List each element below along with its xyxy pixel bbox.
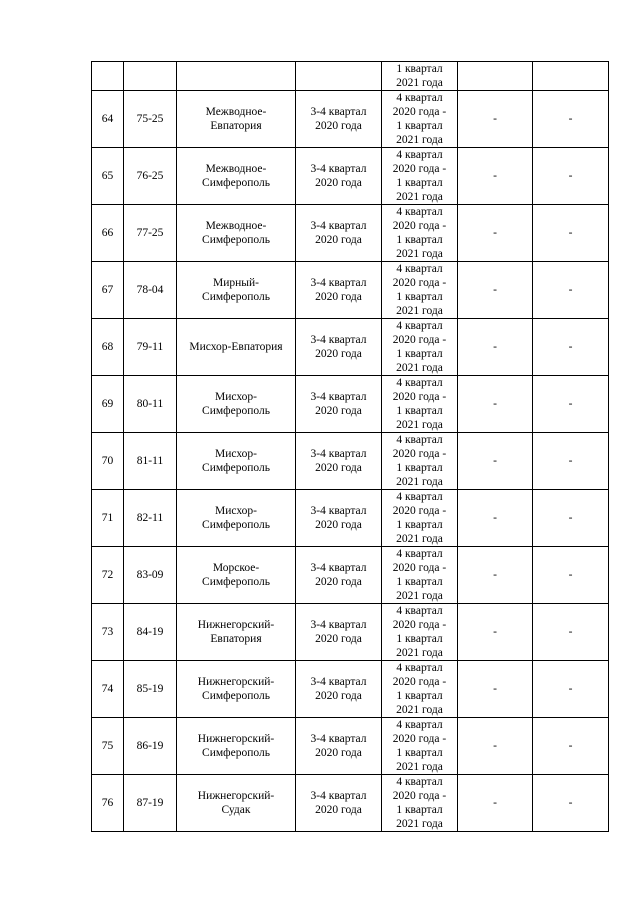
cell-period1 [296, 661, 382, 718]
cell-period1-line: 3-4 квартал [310, 676, 367, 688]
cell-period1-line: 3-4 квартал [310, 334, 367, 346]
cell-route [177, 91, 296, 148]
period-line: 1 квартал [396, 63, 443, 75]
cell-period2-line: 4 квартал [396, 719, 443, 731]
cell-period1-line: 3-4 квартал [310, 277, 367, 289]
table-row [92, 718, 609, 775]
cell-route-line: Симферополь [202, 519, 270, 531]
cell-code: 76-25 [124, 148, 177, 205]
cell-route-line: Нижнегорский- [197, 790, 275, 802]
cell-period2-line: 1 квартал [396, 291, 443, 303]
cell-period1 [296, 376, 382, 433]
cell-route [177, 262, 296, 319]
cell-col6: - [458, 490, 533, 547]
cell-route [177, 661, 296, 718]
cell-code: 77-25 [124, 205, 177, 262]
cell-period1-line: 2020 года [315, 519, 362, 531]
cell-period2 [382, 62, 458, 91]
cell-period1 [296, 604, 382, 661]
cell-col7: - [533, 547, 609, 604]
table-row [92, 433, 609, 490]
cell-num: 71 [92, 490, 124, 547]
cell-period2-line: 2020 года - [392, 334, 447, 346]
cell-route [177, 376, 296, 433]
cell-route-line: Нижнегорский- [197, 619, 275, 631]
table-row [92, 661, 609, 718]
cell-code [124, 62, 177, 91]
cell-route-line: Симферополь [202, 747, 270, 759]
cell-period2-line: 1 квартал [396, 177, 443, 189]
routes-table [91, 61, 609, 832]
cell-period1 [296, 775, 382, 832]
cell-code: 86-19 [124, 718, 177, 775]
cell-period2-line: 2020 года - [392, 733, 447, 745]
cell-code: 85-19 [124, 661, 177, 718]
cell-col6: - [458, 718, 533, 775]
period-line: 2021 года [396, 77, 443, 89]
cell-period2-line: 2021 года [396, 761, 443, 773]
cell-period2-line: 2020 года - [392, 562, 447, 574]
cell-route-line: Евпатория [210, 120, 262, 132]
cell-period2 [382, 718, 458, 775]
cell-num: 75 [92, 718, 124, 775]
cell-period2-line: 2021 года [396, 704, 443, 716]
cell-period2-line: 2021 года [396, 362, 443, 374]
cell-num: 72 [92, 547, 124, 604]
cell-col7: - [533, 490, 609, 547]
cell-period2-line: 1 квартал [396, 804, 443, 816]
cell-num: 69 [92, 376, 124, 433]
cell-route [177, 433, 296, 490]
cell-period1-line: 3-4 квартал [310, 163, 367, 175]
cell-period2-line: 2020 года - [392, 790, 447, 802]
cell-num: 70 [92, 433, 124, 490]
table-row [92, 319, 609, 376]
cell-route [177, 718, 296, 775]
cell-code: 81-11 [124, 433, 177, 490]
table-row [92, 91, 609, 148]
cell-route-line: Мисхор- [215, 391, 257, 403]
cell-period1-line: 2020 года [315, 177, 362, 189]
cell-period2-line: 1 квартал [396, 576, 443, 588]
cell-period1-line: 3-4 квартал [310, 448, 367, 460]
cell-col7: - [533, 148, 609, 205]
cell-col7: - [533, 91, 609, 148]
cell-col7: - [533, 604, 609, 661]
cell-period2-line: 2021 года [396, 134, 443, 146]
cell-period2-line: 2021 года [396, 533, 443, 545]
cell-num: 66 [92, 205, 124, 262]
cell-period2-line: 4 квартал [396, 206, 443, 218]
cell-period2 [382, 91, 458, 148]
cell-period2-line: 4 квартал [396, 263, 443, 275]
cell-col6 [458, 62, 533, 91]
cell-col7: - [533, 205, 609, 262]
cell-num [92, 62, 124, 91]
cell-period1 [296, 262, 382, 319]
cell-period2 [382, 205, 458, 262]
cell-route-line: Мисхор-Евпатория [189, 341, 283, 353]
cell-route [177, 490, 296, 547]
cell-route [177, 205, 296, 262]
cell-period2 [382, 775, 458, 832]
cell-period1-line: 2020 года [315, 291, 362, 303]
cell-col6: - [458, 148, 533, 205]
table-row [92, 148, 609, 205]
cell-period2-line: 2020 года - [392, 505, 447, 517]
cell-route [177, 775, 296, 832]
cell-period2 [382, 376, 458, 433]
cell-code: 84-19 [124, 604, 177, 661]
cell-num: 74 [92, 661, 124, 718]
cell-period1-line: 2020 года [315, 690, 362, 702]
cell-route-line: Нижнегорский- [197, 733, 275, 745]
cell-period2-line: 4 квартал [396, 92, 443, 104]
cell-period2 [382, 661, 458, 718]
cell-period2-line: 2021 года [396, 305, 443, 317]
cell-period2-line: 4 квартал [396, 776, 443, 788]
cell-period2-line: 4 квартал [396, 320, 443, 332]
cell-period2-line: 2021 года [396, 248, 443, 260]
cell-period1 [296, 433, 382, 490]
cell-period2 [382, 319, 458, 376]
cell-route-line: Судак [221, 804, 251, 816]
cell-route-line: Симферополь [202, 462, 270, 474]
cell-period1-line: 2020 года [315, 633, 362, 645]
cell-period1-line: 2020 года [315, 804, 362, 816]
cell-period1 [296, 205, 382, 262]
cell-period1 [296, 62, 382, 91]
cell-period2-line: 1 квартал [396, 462, 443, 474]
cell-num: 76 [92, 775, 124, 832]
cell-route-line: Межводное- [205, 220, 267, 232]
cell-route-line: Симферополь [202, 291, 270, 303]
cell-period1 [296, 547, 382, 604]
cell-route-line: Мисхор- [215, 505, 257, 517]
cell-route-line: Симферополь [202, 576, 270, 588]
cell-period2-line: 2020 года - [392, 106, 447, 118]
cell-period1-line: 2020 года [315, 462, 362, 474]
cell-period2-line: 1 квартал [396, 120, 443, 132]
cell-code: 87-19 [124, 775, 177, 832]
cell-route-line: Симферополь [202, 690, 270, 702]
cell-period1-line: 3-4 квартал [310, 733, 367, 745]
cell-period2-line: 4 квартал [396, 149, 443, 161]
cell-route-line: Симферополь [202, 405, 270, 417]
cell-period1 [296, 91, 382, 148]
cell-period2 [382, 604, 458, 661]
cell-period2-line: 2020 года - [392, 676, 447, 688]
cell-period2-line: 1 квартал [396, 747, 443, 759]
cell-period1-line: 3-4 квартал [310, 220, 367, 232]
cell-period2 [382, 433, 458, 490]
cell-col7: - [533, 376, 609, 433]
cell-col6: - [458, 433, 533, 490]
cell-period2-line: 2020 года - [392, 220, 447, 232]
cell-period2-line: 2020 года - [392, 448, 447, 460]
cell-period1-line: 2020 года [315, 747, 362, 759]
cell-period2-line: 4 квартал [396, 377, 443, 389]
cell-route-line: Межводное- [205, 106, 267, 118]
cell-period2-line: 1 квартал [396, 405, 443, 417]
cell-num: 67 [92, 262, 124, 319]
cell-period2-line: 1 квартал [396, 348, 443, 360]
table-row [92, 604, 609, 661]
cell-num: 65 [92, 148, 124, 205]
cell-period2-line: 2021 года [396, 818, 443, 830]
cell-period2-line: 1 квартал [396, 633, 443, 645]
cell-period2-line: 4 квартал [396, 434, 443, 446]
cell-route-line: Мирный- [213, 277, 259, 289]
cell-period1 [296, 490, 382, 547]
cell-period2 [382, 547, 458, 604]
cell-period2-line: 2021 года [396, 647, 443, 659]
table-row [92, 490, 609, 547]
cell-col6: - [458, 661, 533, 718]
cell-num: 73 [92, 604, 124, 661]
cell-col6: - [458, 376, 533, 433]
cell-col6: - [458, 775, 533, 832]
cell-period2-line: 2021 года [396, 590, 443, 602]
cell-period2-line: 2020 года - [392, 619, 447, 631]
cell-col7: - [533, 433, 609, 490]
cell-period1-line: 3-4 квартал [310, 391, 367, 403]
table-row [92, 376, 609, 433]
cell-route-line: Мисхор- [215, 448, 257, 460]
cell-period2-line: 2020 года - [392, 391, 447, 403]
cell-col6: - [458, 262, 533, 319]
cell-period1 [296, 718, 382, 775]
cell-period2-line: 2020 года - [392, 163, 447, 175]
cell-period2-line: 4 квартал [396, 605, 443, 617]
cell-route-line: Симферополь [202, 177, 270, 189]
cell-period2-line: 1 квартал [396, 519, 443, 531]
cell-period2-line: 2021 года [396, 191, 443, 203]
cell-code: 82-11 [124, 490, 177, 547]
cell-route-line: Евпатория [210, 633, 262, 645]
cell-period1 [296, 148, 382, 205]
table-row [92, 775, 609, 832]
cell-route [177, 62, 296, 91]
cell-period1-line: 2020 года [315, 576, 362, 588]
cell-col6: - [458, 319, 533, 376]
cell-route-line: Нижнегорский- [197, 676, 275, 688]
cell-col7: - [533, 775, 609, 832]
cell-col7 [533, 62, 609, 91]
cell-code: 83-09 [124, 547, 177, 604]
cell-period1-line: 3-4 квартал [310, 562, 367, 574]
cell-col6: - [458, 547, 533, 604]
cell-code: 78-04 [124, 262, 177, 319]
cell-col6: - [458, 604, 533, 661]
cell-col7: - [533, 262, 609, 319]
cell-period1-line: 3-4 квартал [310, 619, 367, 631]
cell-period1-line: 2020 года [315, 405, 362, 417]
cell-col7: - [533, 718, 609, 775]
cell-col7: - [533, 661, 609, 718]
table-body [92, 62, 609, 832]
table-row [92, 262, 609, 319]
cell-route [177, 547, 296, 604]
cell-route [177, 604, 296, 661]
table-row [92, 205, 609, 262]
cell-num: 68 [92, 319, 124, 376]
cell-period1-line: 3-4 квартал [310, 505, 367, 517]
cell-period1-line: 3-4 квартал [310, 106, 367, 118]
cell-period2 [382, 148, 458, 205]
cell-period1 [296, 319, 382, 376]
cell-period2 [382, 490, 458, 547]
cell-period1-line: 2020 года [315, 120, 362, 132]
cell-period1-line: 2020 года [315, 348, 362, 360]
cell-col6: - [458, 91, 533, 148]
cell-col6: - [458, 205, 533, 262]
table-row [92, 547, 609, 604]
cell-code: 75-25 [124, 91, 177, 148]
cell-period2 [382, 262, 458, 319]
cell-period2-line: 2021 года [396, 419, 443, 431]
cell-route [177, 319, 296, 376]
cell-route [177, 148, 296, 205]
cell-period2-line: 4 квартал [396, 491, 443, 503]
cell-period2-line: 4 квартал [396, 548, 443, 560]
cell-num: 64 [92, 91, 124, 148]
cell-period2-line: 2020 года - [392, 277, 447, 289]
cell-code: 80-11 [124, 376, 177, 433]
cell-route-line: Симферополь [202, 234, 270, 246]
cell-code: 79-11 [124, 319, 177, 376]
cell-col7: - [533, 319, 609, 376]
cell-period2-line: 1 квартал [396, 234, 443, 246]
cell-route-line: Межводное- [205, 163, 267, 175]
table-row-continuation [92, 62, 609, 91]
cell-period1-line: 2020 года [315, 234, 362, 246]
cell-route-line: Морское- [212, 562, 260, 574]
cell-period2-line: 1 квартал [396, 690, 443, 702]
cell-period2-line: 4 квартал [396, 662, 443, 674]
cell-period2-line: 2021 года [396, 476, 443, 488]
cell-period1-line: 3-4 квартал [310, 790, 367, 802]
